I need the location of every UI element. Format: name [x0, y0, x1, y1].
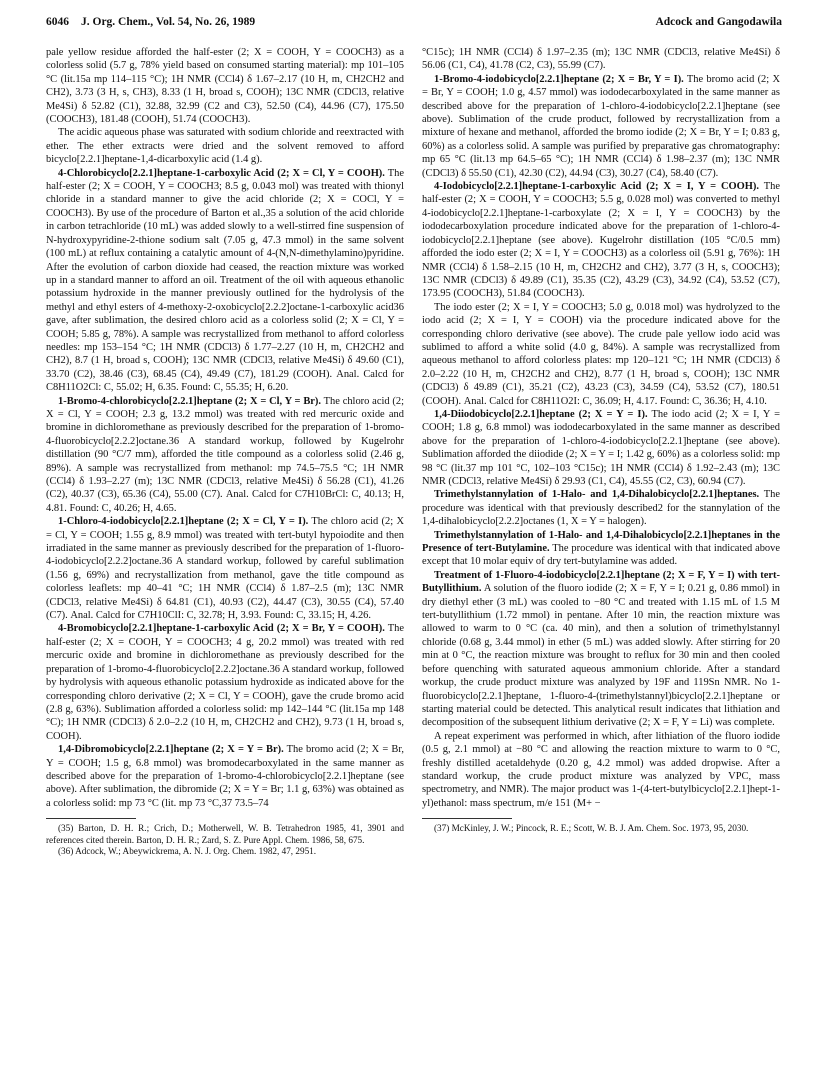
paragraph-text: The half-ester (2; X = COOH, Y = COOCH3; 8.5 g, 0.043 mol) was treated with thionyl chloride in a standard manner to give the acid chloride (2; X = COCl, Y = COOCH3). By use of the procedure of Barton et al.,35 a solution of the acid chloride in carbon tetrachloride (10 mL) was added slowly to a well-stirred fine suspension of N-hydroxypyridine-2-thione sodium salt (7.05 g, 47.3 mmol) in the same solvent (100 mL) at reflux containing a catalytic amount of 4-(N,N-dimethylamino)pyridine. After the evolution of carbon dioxide had ceased, the reaction mixture was worked up in a standard manner to afford an oil. Treatment of the oil with aqueous ethanolic potassium hydroxide in the manner previously outlined for the hydrolysis of the methyl and ethyl esters of 4-methoxy-2-oxobicyclo[2.2.2]octane-1-carboxylic acid36 gave, after sublimation, the desired chloro acid as a colorless solid (2; X = Cl, Y = COOH; 5.85 g, 78%). A sample was recrystallized from methanol to afford colorless needles: mp 153–154 °C; 1H NMR (CDCl3) δ 1.77–2.27 (10 H, m, CH2CH2 and CH2), 8.7 (1 H, broad s, COOH); 13C NMR (CDCl3, relative Me4Si) δ 49.60 (C1), 33.70 (C2), 38.46 (C3), 68.45 (C4), 49.49 (C7), 181.29 (COOH). Anal. Calcd for C8H11O2Cl: C, 55.02; H, 6.35. Found: C, 55.35; H, 6.20.: [46, 167, 404, 394]
paragraph: [422, 73, 780, 180]
footnote: (36) Adcock, W.; Abeywickrema, A. N. J. Org. Chem. 1982, 47, 2951.: [58, 846, 317, 857]
paragraph-heading: 4-Bromobicyclo[2.2.1]heptane-1-carboxylic Acid (2; X = Br, Y = COOH).: [58, 623, 385, 635]
paragraph: [422, 408, 780, 488]
paragraph-text: °C15c); 1H NMR (CCl4) δ 1.97–2.35 (m); 13C NMR (CDCl3, relative Me4Si) δ 56.06 (C1, C4), 41.78 (C2, C3), 55.99 (C7).: [422, 47, 780, 72]
paragraph-text: A repeat experiment was performed in which, after lithiation of the fluoro iodide (0.5 g, 2.1 mmol) at −80 °C and allowing the reaction mixture to warm to 0 °C, freshly distilled acetaldehyde (0.20 g, 4.2 mmol) was added dropwise. After a standard workup, the crude product mixture was analyzed by VPC, mass spectrometry, and NMR). The major product was 1-(4-tert-butylbicyclo[2.2.1]hept-1-yl)ethanol: mass spectrum, m/e 151 (M+ −: [422, 730, 780, 809]
paragraph: [422, 488, 780, 528]
paragraph-text: pale yellow residue afforded the half-ester (2; X = COOH, Y = COOCH3) as a colorless solid (5.7 g, 78% yield based on consumed starting material): mp 101–105 °C (lit.15a mp 114–115 °C); 1H NMR (CCl4) δ 1.67–2.17 (10 H, m, CH2CH2 and CH2), 3.73 (3 H, s, CH3), 8.33 (1 H, broad s, COOH); 13C NMR (CDCl3, relative Me4Si) δ 52.82 (C1), 32.88, 32.99 (C2 and C3), 52.50 (C4), 44.96 (C7), 175.50 (COOCH3), 181.48 (COOH), 51.74 (COOCH3).: [46, 47, 404, 126]
paragraph-text: A solution of the fluoro iodide (2; X = F, Y = I; 0.21 g, 0.86 mmol) in dry diethyl ether (3 mL) was cooled to −80 °C and treated with 1.15 mL of 1.5 M tert-butyllithium (1.72 mmol) in pentane. After 10 min, the reaction mixture was allowed to warm to 0 °C (ca. 40 min), and then a solution of trimethylstannyl chloride (0.68 g, 3.44 mmol) in ether (5 mL) was added slowly. After stirring for 20 min at 0 °C, the reaction mixture was brought to reflux for 30 min and then cooled before quenching with saturated aqueous ammonium chloride. After a standard workup, the crude product mixture was analyzed by 19F and 119Sn NMR. No 1-fluorobicyclo[2.2.1]heptane, 1-fluoro-4-(trimethylstannyl)bicyclo[2.2.1]heptane or starting material could be detected. This analytical result indicates that lithiation and decomposition of the subsequent lithium derivative (2; X = F, Y = Li) was complete.: [422, 583, 780, 729]
footnote: (37) McKinley, J. W.; Pincock, R. E.; Scott, W. B. J. Am. Chem. Soc. 1973, 95, 2030.: [434, 823, 749, 834]
paragraph: [46, 743, 404, 810]
paragraph-text: The chloro acid (2; X = Cl, Y = COOH; 2.3 g, 13.2 mmol) was treated with red mercuric oxide and bromine in dichloromethane as previously described for the preparation of 1-bromo-4-fluorobicyclo[2.2.2]octane.36 A standard workup, followed by Kugelrohr distillation (90 °C/7 mm), afforded the title compound as a colorless solid (2.46 g, 89%). A sample was recrystallized from methanol: mp 74.5–75.5 °C; 1H NMR (CCl4) δ 1.93–2.27 (m); 13C NMR (CDCl3, relative Me4Si) δ 56.28 (C1), 41.26 (C2), 40.37 (C3), 65.36 (C4), 55.00 (C7). Anal. Calcd for C7H10BrCl: C, 40.13; H, 4.81. Found: C, 40.26; H, 4.65.: [46, 395, 404, 514]
paragraph-heading: 1-Chloro-4-iodobicyclo[2.2.1]heptane (2; X = Cl, Y = I).: [58, 516, 309, 528]
paragraph-text: The acidic aqueous phase was saturated with sodium chloride and reextracted with ether. The ether extracts were dried and the solvent removed to afford bicyclo[2.2.1]heptane-1,4-dicarboxylic acid (1.4 g).: [46, 127, 404, 166]
footnote-rule: [422, 818, 512, 819]
paragraph-text: The iodo acid (2; X = I, Y = COOH; 1.8 g, 6.8 mmol) was iododecarboxylated in the same manner as described above for the preparation of 1-chloro-4-iodobicyclo[2.2.1]heptane (see above). Sublimation afforded the diiodide (2; X = Y = I; 1.42 g, 60%) as a colorless solid: mp 98 °C (lit.37 mp 101 °C, 102–103 °C15c); 1H NMR (CCl4) δ 1.92–2.43 (m); 13C NMR (CDCl3, relative Me4Si) δ 29.93 (C1, C4), 45.55 (C2, C3), 60.94 (C7).: [422, 408, 781, 487]
journal-citation: J. Org. Chem., Vol. 54, No. 26, 1989: [81, 16, 256, 28]
left-footnotes: [46, 823, 404, 858]
paragraph: [46, 515, 404, 622]
paragraph: [422, 569, 780, 730]
paragraph: [422, 180, 780, 301]
paragraph-text: The iodo ester (2; X = I, Y = COOCH3; 5.0 g, 0.018 mol) was hydrolyzed to the iodo acid (2; X = I, Y = COOH) via the procedure indicated above for the corresponding chloro derivative (see above). The crude pale yellow iodo acid was sublimed to afford a white solid (4.0 g, 84%). A sample was recrystallized from aqueous methanol to afford colorless plates: mp 120–121 °C; 1H NMR (CDCl3) δ 2.0–2.22 (10 H, m, CH2CH2 and CH2), 8.77 (1 H, broad s, COOH); 13C NMR (CDCl3) δ 49.89 (C1), 35.21 (C2), 43.23 (C3), 34.59 (C4), 53.52 (C7), 180.51 (COOH). Anal. Calcd for C8H11O2I: C, 36.09; H, 4.17. Found: C, 36.36; H, 4.10.: [422, 301, 780, 407]
right-footnotes: [422, 823, 780, 835]
paragraph-text: The bromo acid (2; X = Br, Y = COOH; 1.0 g, 4.57 mmol) was iododecarboxylated in the same manner as described above for the preparation of 1-chloro-4-iodobicyclo[2.2.1]heptane (see above). Sublimation of the crude product, followed by recrystallization from a mixture of hexane and methanol, afforded the bromo iodide (2; X = Br, Y = I; 0.83 g, 60%) as a colorless solid. A sample was purified by preparative gas chromatography: mp 65 °C (lit.13 mp 64.5–65 °C); 1H NMR (CCl4) δ 1.98–2.37 (m); 13C NMR (CDCl3) δ 55.50 (C1), 42.30 (C2), 44.94 (C3), 30.27 (C4), 58.40 (C7).: [422, 73, 780, 179]
paragraph-heading: 1-Bromo-4-iodobicyclo[2.2.1]heptane (2; X = Br, Y = I).: [434, 73, 684, 85]
paragraph: [46, 167, 404, 395]
right-paragraphs: [422, 46, 780, 810]
paragraph-heading: Treatment of 1-Fluoro-4-iodobicyclo[2.2.1]heptane (2; X = F, Y = I) with tert-Butyllithium.: [422, 569, 780, 595]
paragraph-text: The procedure was identical with that previously described2 for the stannylation of the 1,4-dihalobicyclo[2.2.2]octanes (1, X = Y = halogen).: [422, 489, 780, 528]
paragraph: [46, 126, 404, 166]
paragraph-text: The procedure was identical with that indicated above except that 10 molar equiv of dry tert-butylamine was added.: [422, 543, 780, 568]
paragraph-text: The half-ester (2; X = COOH, Y = COOCH3; 5.5 g, 0.028 mol) was converted to methyl 4-iodobicyclo[2.2.1]heptane-1-carboxylate (2; X = I, Y = COOCH3) by the iododecarboxylation procedure indicated above for the preparation of 1-chloro-4-iodobicyclo[2.2.1]heptane (see above). Kugelrohr distillation (105 °C/0.5 mm) afforded the iodo ester (2; X = I, Y = COOCH3) as a colorless oil (5.91 g, 76%): 1H NMR (CCl4) δ 1.58–2.15 (10 H, m, CH2CH2 and CH2), 3.77 (3 H, s, COOCH3); 13C NMR (CDCl3) δ 49.89 (C1), 35.35 (C2), 43.29 (C3), 34.92 (C4), 53.52 (C7), 173.95 (COOCH3), 51.84 (COOCH3).: [422, 181, 780, 300]
paragraph: [422, 301, 780, 408]
footnote: (35) Barton, D. H. R.; Crich, D.; Motherwell, W. B. Tetrahedron 1985, 41, 3901 and references cited therein. Barton, D. H. R.; Zard, S. Z. Pure Appl. Chem. 1986, 58, 675.: [46, 823, 404, 845]
right-column: [422, 46, 780, 858]
paragraph-heading: Trimethylstannylation of 1-Halo- and 1,4-Dihalobicyclo[2.2.1]heptanes.: [434, 489, 760, 501]
running-authors: Adcock and Gangodawila: [655, 16, 782, 28]
paragraph-heading: 1-Bromo-4-chlorobicyclo[2.2.1]heptane (2; X = Cl, Y = Br).: [58, 395, 321, 407]
paragraph-heading: 1,4-Diiodobicyclo[2.2.1]heptane (2; X = Y = I).: [434, 408, 648, 420]
paragraph-text: The half-ester (2; X = COOH, Y = COOCH3; 4 g, 20.2 mmol) was treated with red mercuric oxide and bromine in dichloromethane as previously described for the preparation of 1-bromo-4-fluorobicyclo[2.2.2]octane.36 A standard workup, followed by hydrolysis with aqueous ethanolic potassium hydroxide as indicated above for the corresponding chloro derivative (2; X = Cl, Y = COOH), gave the crude bromo acid (2.8 g, 63%). Sublimation afforded a colorless solid: mp 142–144 °C (lit.15a mp 148 °C); 1H NMR (CDCl3) δ 2.0–2.2 (10 H, m, CH2CH2 and CH2), 9.73 (1 H, broad s, COOH).: [46, 623, 404, 742]
paragraph: [46, 622, 404, 743]
paragraph-text: The chloro acid (2; X = Cl, Y = COOH; 1.55 g, 8.9 mmol) was treated with tert-butyl hypoiodite and then irradiated in the same manner as previously described for the preparation of 1-fluoro-4-iodobicyclo[2.2.2]octane.36 A standard workup, followed by careful sublimation (1.56 g, 69%) and recrystallization from methanol, gave the title compound as colorless leaflets: mp 40–41 °C; 1H NMR (CCl4) δ 1.87–2.5 (m); 13C NMR (CDCl3, relative Me4Si) δ 64.81 (C1), 40.93 (C2), 44.47 (C3), 30.55 (C4), 57.40 (C7). Anal. Calcd for C7H10ClI: C, 32.78; H, 3.93. Found: C, 33.15; H, 4.26.: [46, 516, 404, 622]
left-column: [46, 46, 404, 858]
footnote-rule: [46, 818, 136, 819]
running-header: [46, 16, 782, 38]
left-paragraphs: [46, 46, 404, 810]
paragraph-heading: 1,4-Dibromobicyclo[2.2.1]heptane (2; X = Y = Br).: [58, 744, 284, 756]
paragraph-heading: 4-Chlorobicyclo[2.2.1]heptane-1-carboxylic Acid (2; X = Cl, Y = COOH).: [58, 167, 385, 179]
page-number: 6046: [46, 16, 69, 28]
paragraph: [422, 730, 780, 810]
paragraph: [422, 529, 780, 569]
paragraph: [46, 395, 404, 516]
paragraph: [46, 46, 404, 126]
paragraph: [422, 46, 780, 73]
paragraph-text: The bromo acid (2; X = Br, Y = COOH; 1.5 g, 6.8 mmol) was bromodecarboxylated in the same manner as described above for the preparation of 1-bromo-4-chlorobicyclo[2.2.1]heptane (see above). After sublimation, the dibromide (2; X = Y = Br; 1.1 g, 63%) was obtained as a colorless solid: mp 73 °C (lit. mp 73 °C,37 73.5–74: [46, 744, 404, 809]
two-column-body: [46, 46, 782, 858]
paragraph-heading: Trimethylstannylation of 1-Halo- and 1,4-Dihalobicyclo[2.2.1]heptanes in the Presence of tert-Butylamine.: [422, 529, 780, 555]
paragraph-heading: 4-Iodobicyclo[2.2.1]heptane-1-carboxylic Acid (2; X = I, Y = COOH).: [434, 181, 759, 193]
